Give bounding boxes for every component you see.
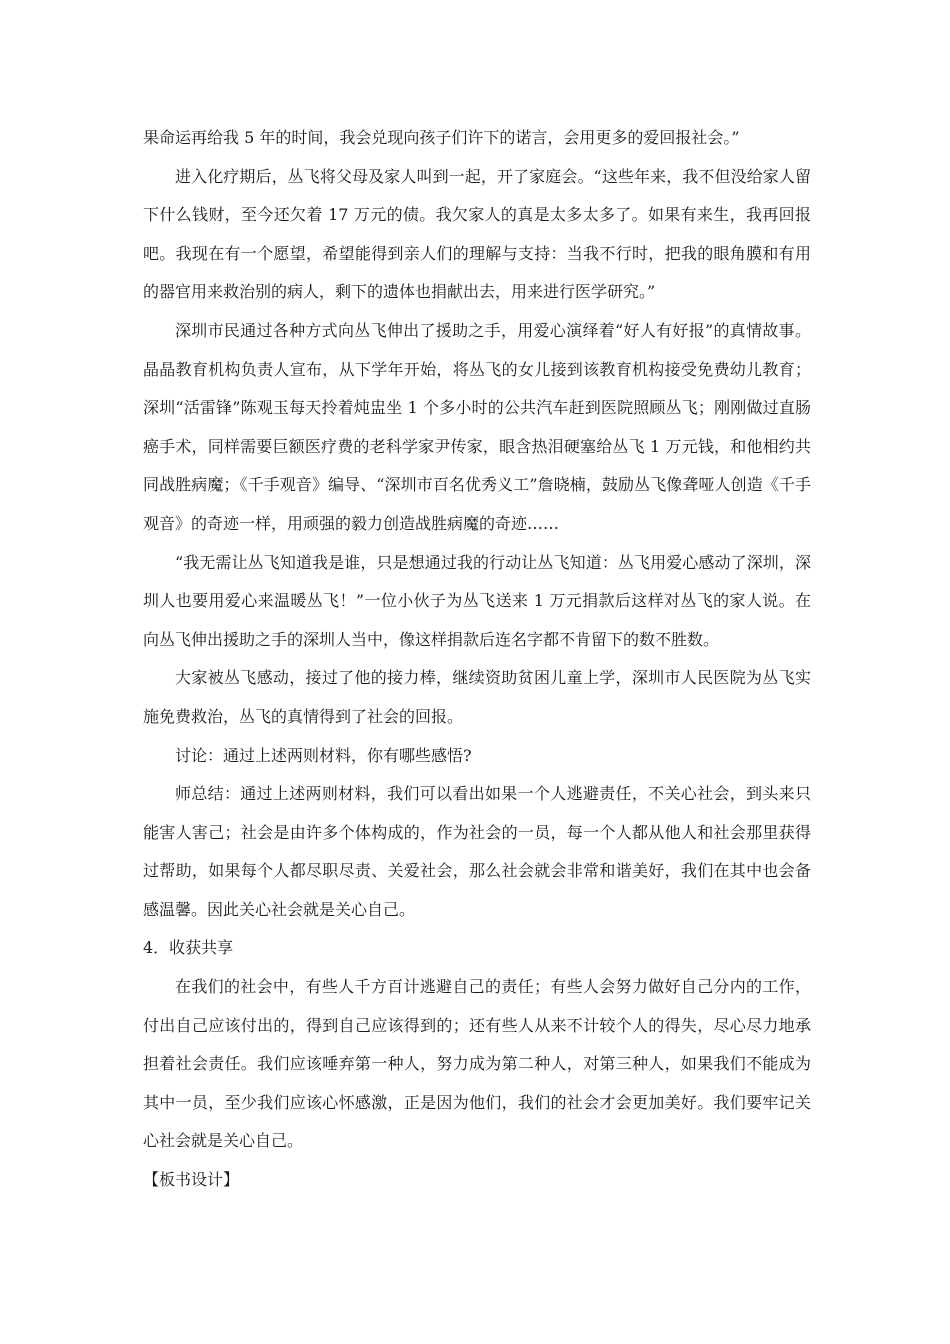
document-body (143, 119, 811, 1200)
section-heading-harvest: 4．收获共享 (143, 938, 234, 958)
paragraph-young-donor: “我无需让丛飞知道我是谁，只是想通过我的行动让丛飞知道：丛飞用爱心感动了深圳，深圳人也要用爱心来温暖丛飞！”一位小伙子为丛飞送来 1 万元捐款后这样对丛飞的家人说。在向丛飞伸出援助之手的深圳人当中，像这样捐款后连名字都不肯留下的数不胜数。 (143, 552, 811, 649)
paragraph-teacher-summary: 师总结：通过上述两则材料，我们可以看出如果一个人逃避责任，不关心社会，到头来只能害人害己；社会是由许多个体构成的，作为社会的一员，每一个人都从他人和社会那里获得过帮助，如果每个人都尽职尽责、关爱社会，那么社会就会非常和谐美好，我们在其中也会备感温馨。因此关心社会就是关心自己。 (143, 784, 811, 919)
section-heading-board-design: 【板书设计】 (143, 1170, 240, 1190)
paragraph-continuation: 果命运再给我 5 年的时间，我会兑现向孩子们许下的诺言，会用更多的爱回报社会。” (143, 128, 740, 147)
paragraph-chemotherapy: 进入化疗期后，丛飞将父母及家人叫到一起，开了家庭会。“这些年来，我不但没给家人留下什么钱财，至今还欠着 17 万元的债。我欠家人的真是太多太多了。如果有来生，我再回报吧。我现在有一个愿望，希望能得到亲人们的理解与支持：当我不行时，把我的眼角膜和有用的器官用来救治别的病人，剩下的遗体也捐献出去，用来进行医学研究。” (143, 166, 811, 302)
paragraph-shenzhen-help: 深圳市民通过各种方式向丛飞伸出了援助之手，用爱心演绎着“好人有好报”的真情故事。晶晶教育机构负责人宣布，从下学年开始，将丛飞的女儿接到该教育机构接受免费幼儿教育；深圳“活雷锋”陈观玉每天拎着炖盅坐 1 个多小时的公共汽车赶到医院照顾丛飞；刚刚做过直肠癌手术，同样需要巨额医疗费的老科学家尹传家，眼含热泪硬塞给丛飞 1 万元钱，和他相约共同战胜病魔；《千手观音》编导、“深圳市百名优秀义工”詹晓楠，鼓励丛飞像聋哑人创造《千手观音》的奇迹一样，用顽强的毅力创造战胜病魔的奇迹…… (143, 320, 811, 533)
paragraph-harvest-content: 在我们的社会中，有些人千方百计逃避自己的责任；有些人会努力做好自己分内的工作，付出自己应该付出的，得到自己应该得到的；还有些人从来不计较个人的得失，尽心尽力地承担着社会责任。我们应该唾弃第一种人，努力成为第二种人，对第三种人，如果我们不能成为其中一员，至少我们应该心怀感激，正是因为他们，我们的社会才会更加美好。我们要牢记关心社会就是关心自己。 (143, 977, 811, 1151)
paragraph-relay: 大家被丛飞感动，接过了他的接力棒，继续资助贫困儿童上学，深圳市人民医院为丛飞实施免费救治，丛飞的真情得到了社会的回报。 (143, 668, 811, 726)
paragraph-discussion: 讨论：通过上述两则材料，你有哪些感悟? (175, 745, 472, 765)
